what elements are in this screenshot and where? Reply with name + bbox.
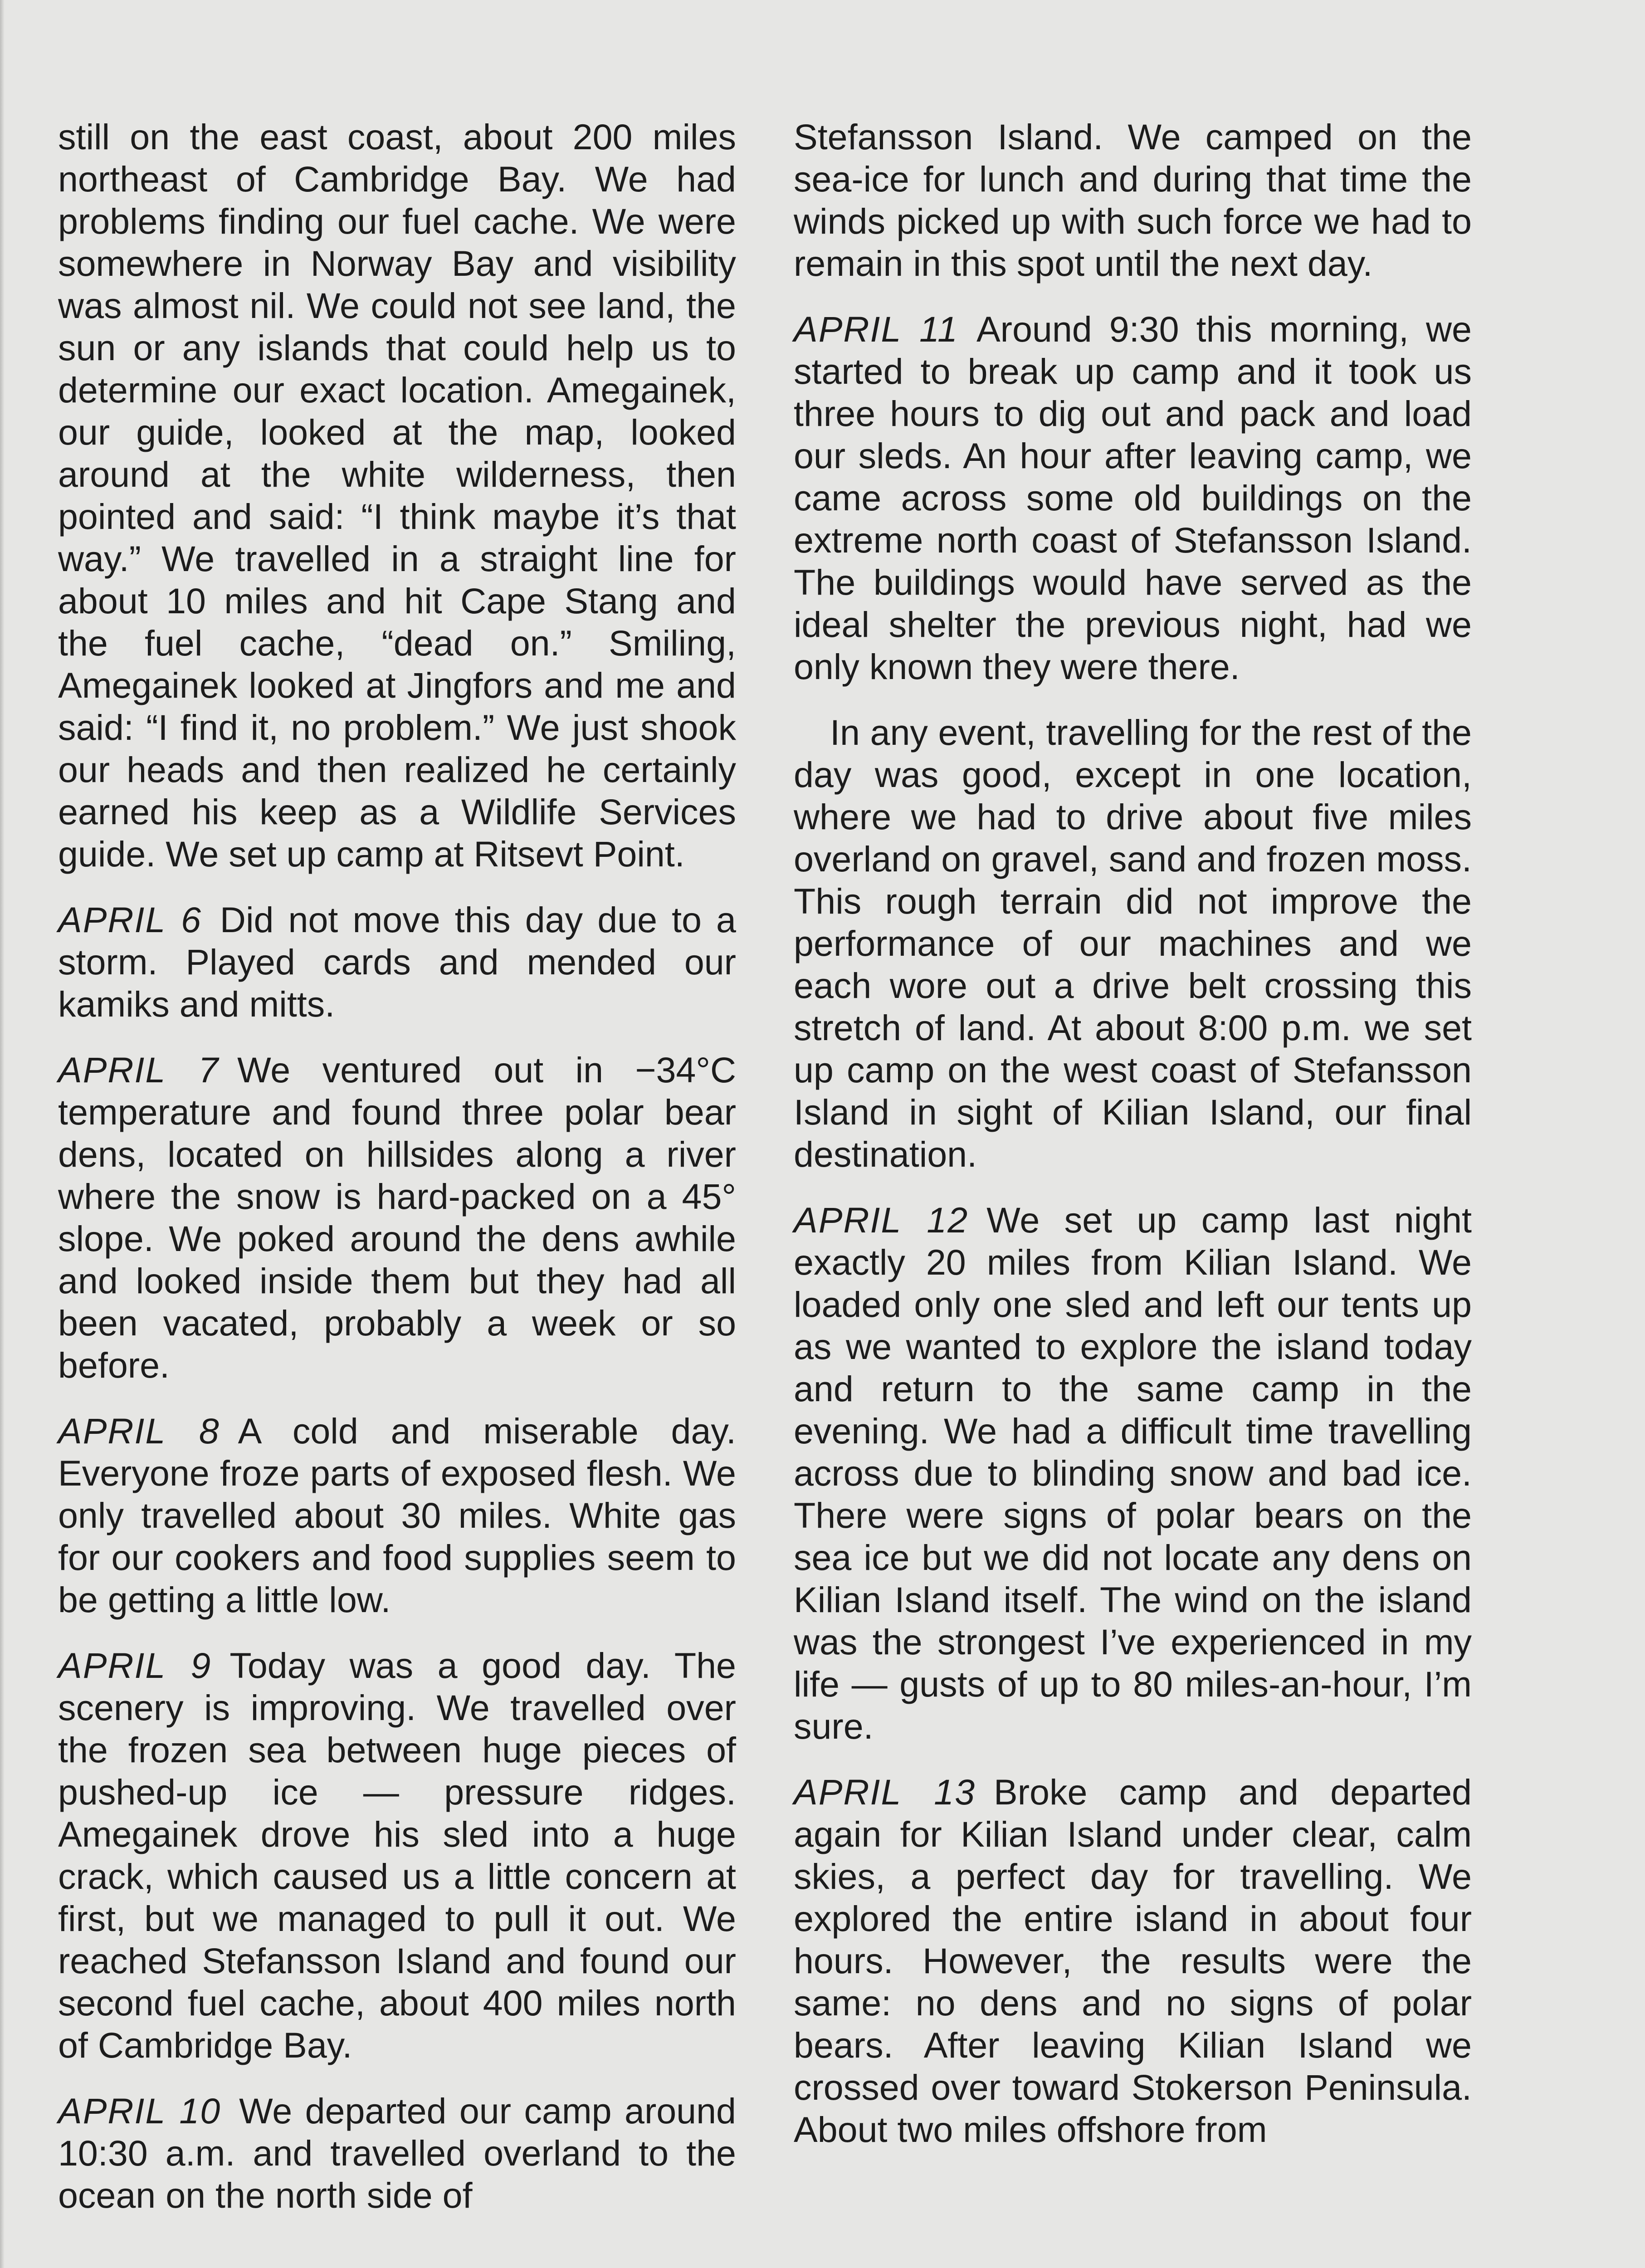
paragraph-text: In any event, travelling for the rest of the day was good, except in one location, where we had to drive about five miles overland on gravel, sand and frozen moss. This rough terrain did not improve the performance of our machines and we each wore out a drive belt crossing this stretch of land. At about 8:00 p.m. we set up camp on the west coast of Stefansson Island in sight of Kilian Island, our final destination. [794, 712, 1472, 1174]
paragraph-text: Stefansson Island. We camped on the sea-ice for lunch and during that time the winds picked up with such force we had to remain in this spot until the next day. [794, 117, 1472, 284]
left-column [58, 116, 736, 2240]
entry-date: APRIL 11 [794, 309, 958, 349]
entry-date: APRIL 12 [794, 1200, 969, 1240]
entry-date: APRIL 7 [58, 1050, 220, 1090]
entry-text: Broke camp and departed again for Kilian Island under clear, calm skies, a perfect day for travelling. We explored the entire island in about four hours. However, the results were the same: no dens and no signs of polar bears. After leaving Kilian Island we crossed over toward Stokerson Peninsula. About two miles offshore from [794, 1772, 1472, 2150]
entry-text: A cold and miserable day. Everyone froze parts of exposed flesh. We only travelled about 30 miles. White gas for our cookers and food supplies seem to be getting a little low. [58, 1411, 737, 1620]
entry-date: APRIL 9 [58, 1645, 212, 1686]
page-binding-shadow [0, 0, 5, 2268]
entry-date: APRIL 8 [58, 1411, 220, 1451]
entry-text: Did not move this day due to a storm. Played cards and mended our kamiks and mitts. [58, 899, 736, 1024]
paragraph [794, 711, 1472, 1175]
diary-entry [58, 1410, 736, 1621]
diary-entry [794, 1771, 1472, 2151]
paragraph [794, 116, 1472, 284]
diary-entry [58, 2090, 736, 2216]
entry-date: APRIL 10 [58, 2091, 221, 2131]
entry-text: We departed our camp around 10:30 a.m. and travelled overland to the ocean on the north side of [58, 2091, 736, 2215]
diary-entry [58, 899, 736, 1025]
entry-text: We ventured out in −34°C temperature and found three polar bear dens, located on hillsides along a river where the snow is hard-packed on a 45° slope. We poked around the dens awhile and looked inside them but they had all been vacated, probably a week or so before. [58, 1050, 736, 1385]
paragraph [58, 116, 736, 875]
entry-text: Around 9:30 this morning, we started to break up camp and it took us three hours to dig out and pack and load our sleds. An hour after leaving camp, we came across some old buildings on the extreme north coast of Stefansson Island. The buildings would have served as the ideal shelter the previous night, had we only known they were there. [794, 309, 1472, 687]
diary-entry [794, 308, 1472, 688]
right-column [794, 116, 1472, 2174]
entry-text: Today was a good day. The scenery is improving. We travelled over the frozen sea between huge pieces of pushed-up ice — pressure ridges. Amegainek drove his sled into a huge crack, which caused us a little concern at first, but we managed to pull it out. We reached Stefansson Island and found our second fuel cache, about 400 miles north of Cambridge Bay. [58, 1645, 736, 2065]
entry-text: We set up camp last night exactly 20 miles from Kilian Island. We loaded only one sled and left our tents up as we wanted to explore the island today and return to the same camp in the evening. We had a difficult time travelling across due to blinding snow and bad ice. There were signs of polar bears on the sea ice but we did not locate any dens on Kilian Island itself. The wind on the island was the strongest I’ve experienced in my life — gusts of up to 80 miles-an-hour, I’m sure. [794, 1200, 1472, 1746]
diary-entry [58, 1049, 736, 1386]
entry-date: APRIL 13 [794, 1772, 976, 1812]
entry-date: APRIL 6 [58, 899, 202, 940]
diary-entry [58, 1644, 736, 2066]
paragraph-text: still on the east coast, about 200 miles northeast of Cambridge Bay. We had problems finding our fuel cache. We were somewhere in Norway Bay and visibility was almost nil. We could not see land, the sun or any islands that could help us to determine our exact location. Amegainek, our guide, looked at the map, looked around at the white wilderness, then pointed and said: “I think maybe it’s that way.” We travelled in a straight line for about 10 miles and hit Cape Stang and the fuel cache, “dead on.” Smiling, Amegainek looked at Jingfors and me and said: “I find it, no problem.” We just shook our heads and then realized he certainly earned his keep as a Wildlife Services guide. We set up camp at Ritsevt Point. [58, 117, 736, 874]
diary-entry [794, 1199, 1472, 1747]
